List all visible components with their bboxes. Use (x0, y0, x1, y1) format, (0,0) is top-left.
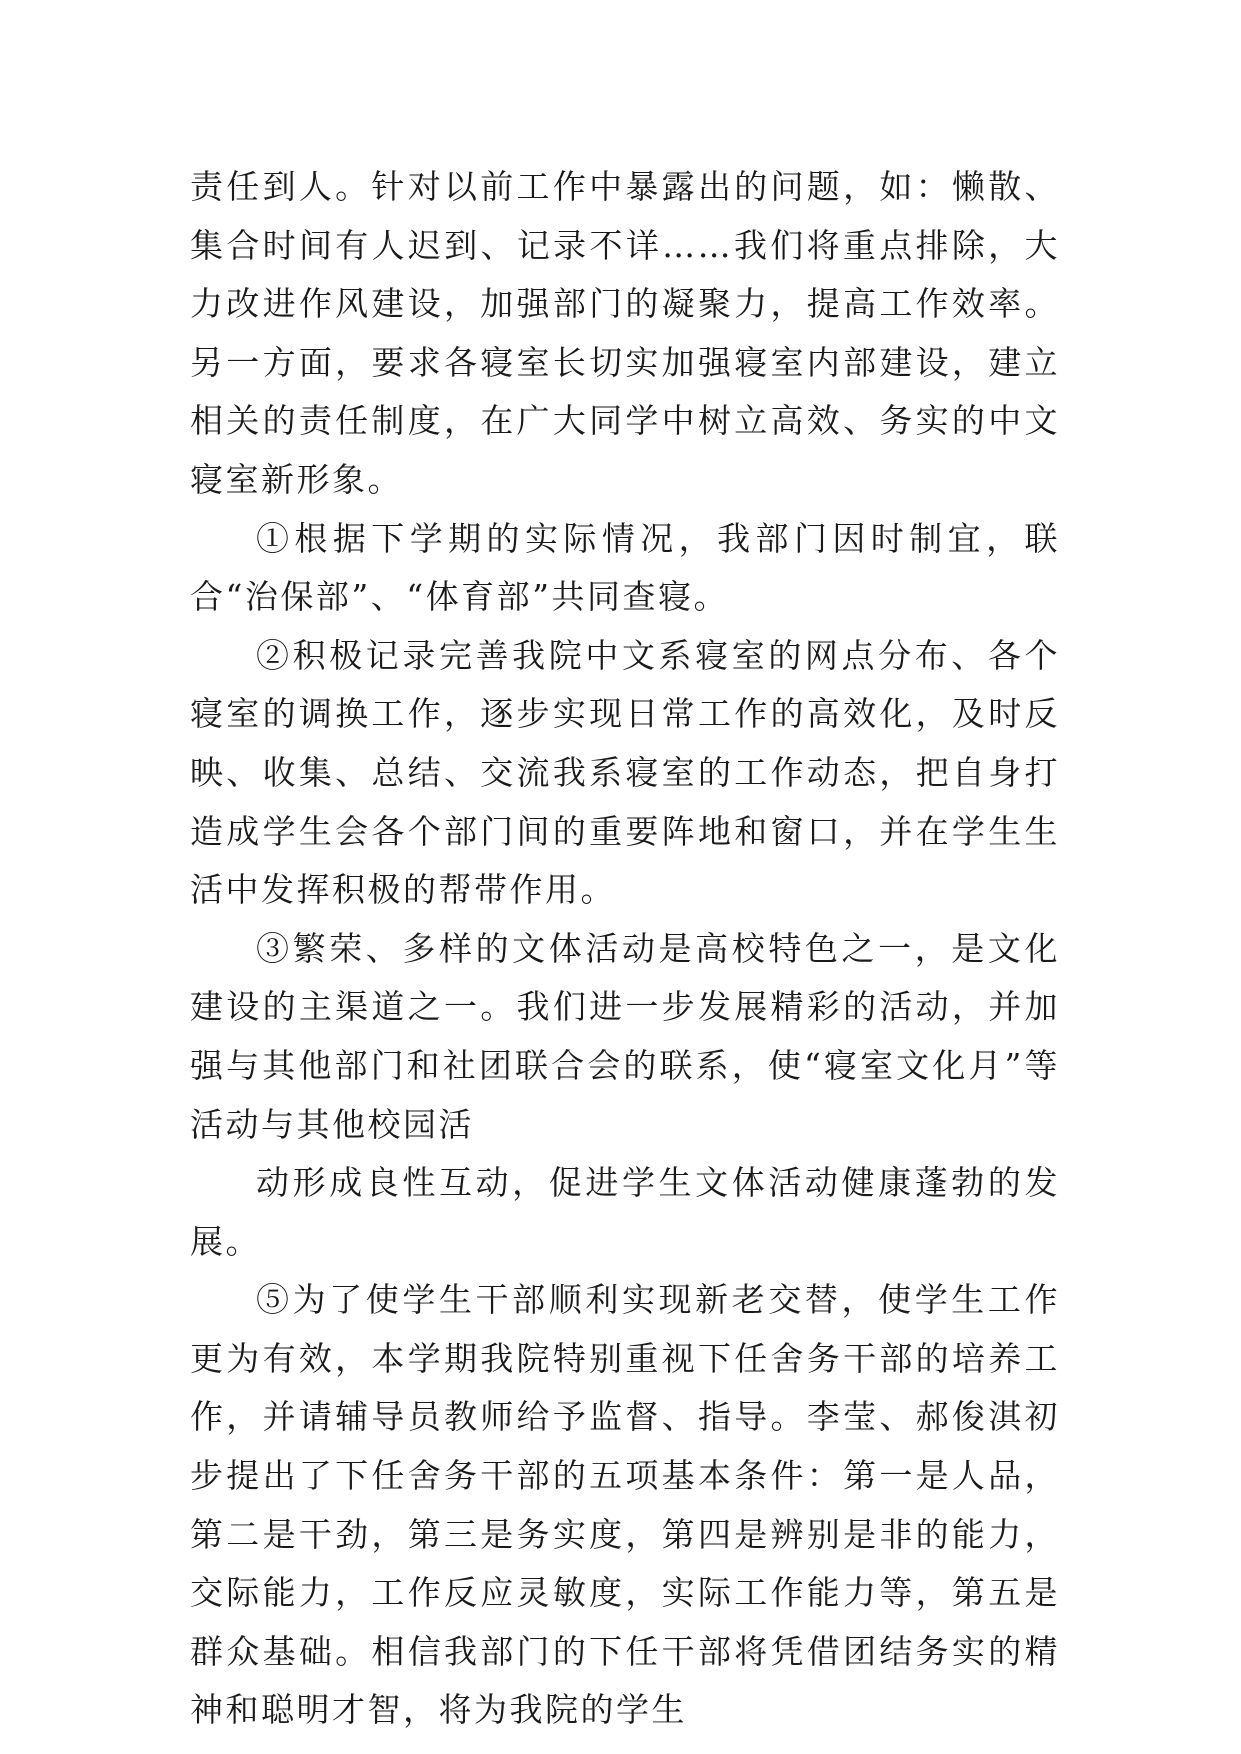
paragraph-6: ⑤为了使学生干部顺利实现新老交替，使学生工作更为有效，本学期我院特别重视下任舍务干部的培养工作，并请辅导员教师给予监督、指导。李莹、郝俊淇初步提出了下任舍务干部的五项基本条件：第一是人品，第二是干劲，第三是务实度，第四是辨别是非的能力，交际能力，工作反应灵敏度，实际工作能力等，第五是群众基础。相信我部门的下任干部将凭借团结务实的精神和聪明才智，将为我院的学生 (190, 1280, 1060, 1730)
body-text (190, 158, 1060, 1740)
paragraph-1: 责任到人。针对以前工作中暴露出的问题，如：懒散、集合时间有人迟到、记录不详……我们将重点排除，大力改进作风建设，加强部门的凝聚力，提高工作效率。另一方面，要求各寝室长切实加强寝室内部建设，建立相关的责任制度，在广大同学中树立高效、务实的中文寝室新形象。 (190, 167, 1060, 499)
paragraph-3: ②积极记录完善我院中文系寝室的网点分布、各个寝室的调换工作，逐步实现日常工作的高效化，及时反映、收集、总结、交流我系寝室的工作动态，把自身打造成学生会各个部门间的重要阵地和窗口，并在学生生活中发挥积极的帮带作用。 (190, 635, 1060, 910)
paragraph-4: ③繁荣、多样的文体活动是高校特色之一，是文化建设的主渠道之一。我们进一步发展精彩的活动，并加强与其他部门和社团联合会的联系，使“寝室文化月”等活动与其他校园活 (190, 928, 1060, 1144)
paragraph-5: 动形成良性互动，促进学生文体活动健康蓬勃的发展。 (190, 1163, 1060, 1261)
paragraph-2: ①根据下学期的实际情况，我部门因时制宜，联合“治保部”、“体育部”共同查寝。 (190, 518, 1060, 617)
